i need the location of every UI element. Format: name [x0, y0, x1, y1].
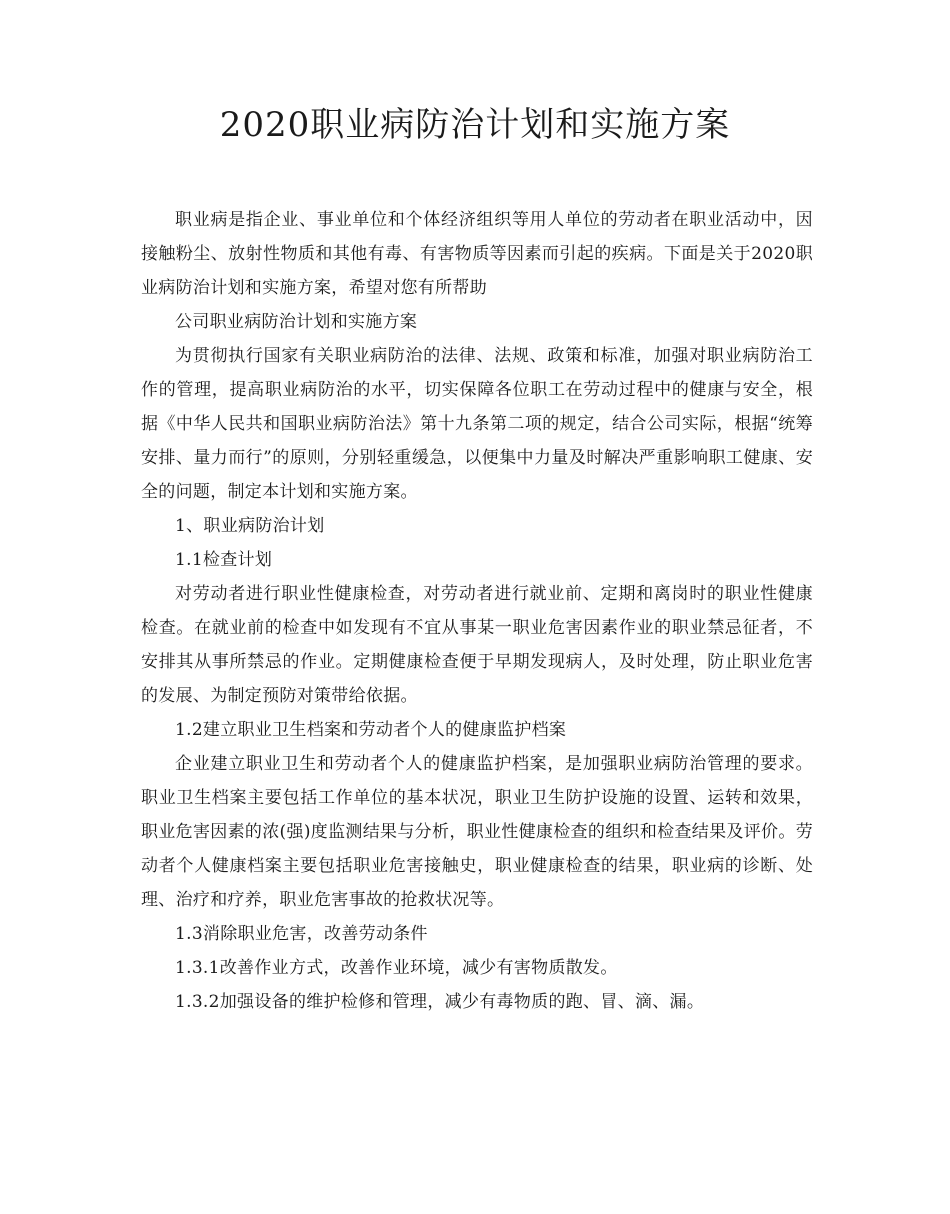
document-body [141, 203, 813, 1019]
subsection-heading: 1.3消除职业危害，改善劳动条件 [175, 924, 428, 944]
document-title: 2020职业病防治计划和实施方案 [219, 105, 731, 145]
body-paragraph: 为贯彻执行国家有关职业病防治的法律、法规、政策和标准，加强对职业病防治工作的管理，提高职业病防治的水平，切实保障各位职工在劳动过程中的健康与安全，根据《中华人民共和国职业病防治法》第十九条第二项的规定，结合公司实际，根据“统筹安排、量力而行”的原则，分别轻重缓急，以便集中力量及时解决严重影响职工健康、安全的问题，制定本计划和实施方案。 [141, 346, 813, 502]
list-item: 1.3.1改善作业方式，改善作业环境，减少有害物质散发。 [175, 958, 618, 978]
body-paragraph: 对劳动者进行职业性健康检查，对劳动者进行就业前、定期和离岗时的职业性健康检查。在就业前的检查中如发现有不宜从事某一职业危害因素作业的职业禁忌征者，不安排其从事所禁忌的作业。定期健康检查便于早期发现病人，及时处理，防止职业危害的发展、为制定预防对策带给依据。 [141, 584, 813, 706]
body-paragraph: 企业建立职业卫生和劳动者个人的健康监护档案，是加强职业病防治管理的要求。职业卫生档案主要包括工作单位的基本状况，职业卫生防护设施的设置、运转和效果，职业危害因素的浓(强)度监测结果与分析，职业性健康检查的组织和检查结果及评价。劳动者个人健康档案主要包括职业危害接触史，职业健康检查的结果，职业病的诊断、处理、治疗和疗养，职业危害事故的抢救状况等。 [141, 754, 813, 910]
subsection-heading: 1.1检查计划 [175, 550, 273, 570]
subsection-heading: 1.2建立职业卫生档案和劳动者个人的健康监护档案 [175, 720, 567, 740]
section-heading: 公司职业病防治计划和实施方案 [175, 312, 418, 332]
section-heading: 1、职业病防治计划 [175, 516, 325, 536]
list-item: 1.3.2加强设备的维护检修和管理，减少有毒物质的跑、冒、滴、漏。 [175, 992, 705, 1012]
intro-paragraph: 职业病是指企业、事业单位和个体经济组织等用人单位的劳动者在职业活动中，因接触粉尘、放射性物质和其他有毒、有害物质等因素而引起的疾病。下面是关于2020职业病防治计划和实施方案，希望对您有所帮助 [141, 210, 813, 298]
